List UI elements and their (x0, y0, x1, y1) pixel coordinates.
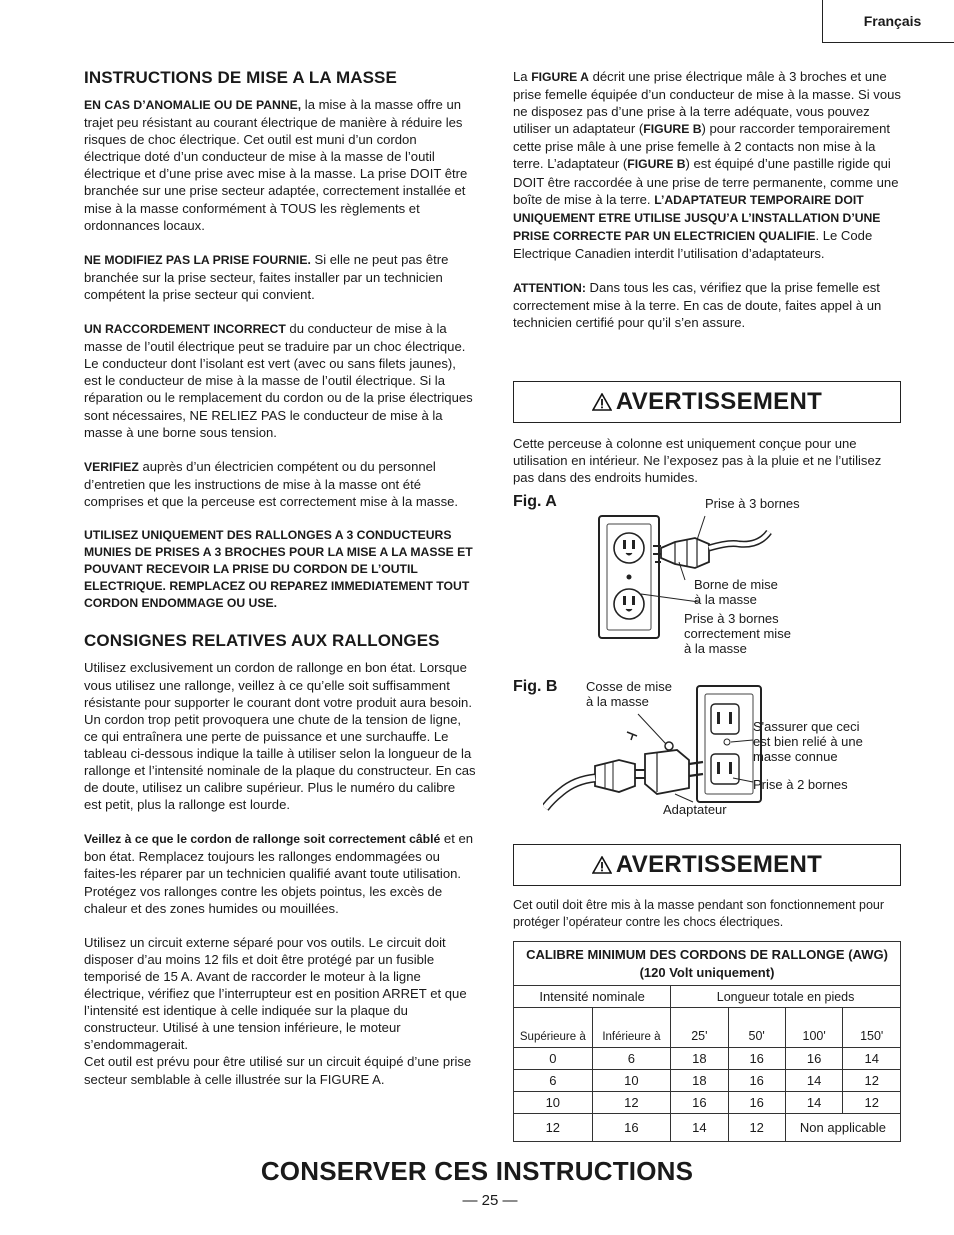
paragraph-lead: Veillez à ce que le cordon de rallonge soit correctement câblé (84, 832, 441, 847)
table-cell: 18 (671, 1070, 728, 1092)
table-cell: 16 (728, 1070, 785, 1092)
table-row (514, 1092, 901, 1114)
paragraph-text: du conducteur de mise à la masse de l’outil électrique peut se traduire par un choc électrique. Le conducteur dont l’isolant est vert (avec ou sans filets jaunes), est le conducteur de mise à la masse de l’outil électrique. Si la réparation ou le remplacement du cordon ou de la prise électriques sont nécessaires, NE RELIEZ PAS le conducteur de mise à la masse à une borne sous tension. (84, 321, 473, 440)
paragraph-incorrect-connection (84, 320, 476, 441)
language-tab (822, 0, 954, 43)
section-title-extension-cords: CONSIGNES RELATIVES AUX RALLONGES (84, 631, 440, 651)
table-cell: 14 (671, 1114, 728, 1142)
right-column (513, 68, 903, 351)
table-cell: 14 (785, 1092, 843, 1114)
table-cell: 18 (671, 1048, 728, 1070)
warning-text-indoor-use: Cette perceuse à colonne est uniquement conçue pour une utilisation en intérieur. Ne l’exposez pas à la pluie et ne l’utilisez pas dans des endroits humides. (513, 436, 882, 486)
table-cell: 6 (592, 1048, 671, 1070)
page-number: — 25 — (462, 1192, 518, 1209)
figure-b-label: Fig. B (513, 678, 558, 695)
table-row (514, 1070, 901, 1092)
paragraph-lead: VERIFIEZ (84, 459, 139, 474)
figure-b-note-ground-lug: Cosse de mise à la masse (586, 679, 672, 709)
table-header-row (514, 1008, 901, 1048)
paragraph-lead: EN CAS D’ANOMALIE OU DE PANNE, (84, 98, 302, 112)
figure-b-note-ensure-ground: S'assurer que ceci est bien relié à une masse connue (753, 719, 863, 764)
figure-a-note-ground-pin: Borne de mise à la masse (694, 577, 778, 607)
text-run: La (513, 69, 532, 84)
paragraph-text: Si elle ne peut pas être branchée sur la prise secteur, faites installer par un technicien compétent la prise secteur qui convient. (84, 251, 449, 302)
paragraph-use-3-wire-cords: UTILISEZ UNIQUEMENT DES RALLONGES A 3 CONDUCTEURS MUNIES DE PRISES A 3 BROCHES POUR LA MISE A LA MASSE ET POUVANT RECEVOIR LA PRISE DU CORDON DE L’OUTIL ELECTRIQUE. REMPLACEZ OU REPAREZ IMMEDIATEMENT TOUT CORDON ENDOMMAGE OU USE. (84, 527, 473, 611)
paragraph-lead: UN RACCORDEMENT INCORRECT (84, 322, 286, 337)
table-cell: 16 (785, 1048, 843, 1070)
footer-title: CONSERVER CES INSTRUCTIONS (260, 1156, 694, 1186)
paragraph-verify (84, 458, 476, 510)
warning-title: AVERTISSEMENT (615, 388, 823, 415)
table-col-header: Supérieure à (514, 1008, 593, 1048)
paragraph-text: auprès d’un électricien compétent ou du personnel d’entretien que les instructions de mise à la masse ont été comprises et que la perceuse est correctement mise à la masse. (84, 458, 459, 509)
section-title-grounding: INSTRUCTIONS DE MISE A LA MASSE (84, 68, 397, 87)
table-cell: 16 (671, 1092, 728, 1114)
figure-a-note-plug: Prise à 3 bornes (705, 496, 800, 511)
paragraph-do-not-modify (84, 251, 476, 303)
table-title (514, 942, 901, 986)
table-cell: 10 (592, 1070, 671, 1092)
paragraph-cord-wiring (84, 830, 476, 916)
table-cell: 6 (514, 1070, 593, 1092)
table-cell: 12 (514, 1114, 593, 1142)
figure-b-note-adapter: Adaptateur (663, 802, 727, 817)
paragraph-extension-cord-condition: Utilisez exclusivement un cordon de rallonge en bon état. Lorsque vous utilisez une rallonge, veillez à ce qu’elle soit suffisamment résistante pour supporter le courant dont votre produit aura besoin. Un cordon trop petit provoquera une chute de la tension de ligne, ce qui entraînera une perte de puissance et une surchauffe. Le tableau ci-dessous indique la taille à utiliser selon la longueur de la rallonge et l’intensité nominale de la plaque du constructeur. En cas de doute, utilisez un calibre supérieur. Plus le numéro du calibre est petit, plus la rallonge est lourde. (84, 660, 476, 813)
adapter-warning-caps: L’ADAPTATEUR TEMPORAIRE DOIT UNIQUEMENT ETRE UTILISE JUSQU’A L’INSTALLATION D’UNE PRISE CORRECTE PAR UN ELECTRICIEN QUALIFIE (513, 192, 881, 243)
paragraph-text: et en bon état. Remplacez toujours les rallonges endommagées ou faites-les réparer par un technicien qualifié avant toute utilisation. Protégez vos rallonges contre les objets pointus, les excès de chaleur et des zones humides ou mouillées. (84, 831, 474, 916)
figure-a-note-grounded-outlet: Prise à 3 bornes correctement mise à la masse (684, 611, 791, 656)
text-run: ) est équipé d’une pastille rigide qui DOIT être raccordée à une prise de terre permanente, comme une boîte de mise à la terre. (513, 156, 899, 207)
warning-box-grounding (513, 844, 901, 886)
figure-b-note-2-prong: Prise à 2 bornes (753, 777, 848, 792)
table-cell: 12 (843, 1092, 901, 1114)
table-row (514, 1114, 901, 1142)
table-cell-not-applicable: Non applicable (785, 1114, 900, 1142)
table-col-header: 150' (843, 1008, 901, 1048)
paragraph-attention (513, 279, 903, 331)
paragraph-separate-circuit: Utilisez un circuit externe séparé pour vos outils. Le circuit doit disposer d’au moins 12 fils et doit être protégé par un fusible temporisé de 15 A. Avant de raccorder le moteur à la ligne électrique, vérifiez que l’interrupteur est en position ARRET et que l’intensité est identique à celle indiquée sur la plaque du constructeur. Utilisé à une tension inférieure, le moteur s’endommagerait. (84, 934, 467, 1053)
figure-b-ref: FIGURE B (643, 122, 702, 137)
paragraph-lead: NE MODIFIEZ PAS LA PRISE FOURNIE. (84, 252, 311, 267)
table-col-header: 50' (728, 1008, 785, 1048)
left-column (84, 68, 476, 1088)
warning-text-grounding: Cet outil doit être mis à la masse pendant son fonctionnement pour protéger l’opérateur contre les chocs électriques. (513, 898, 885, 929)
figure-a-ref: FIGURE A (531, 70, 589, 84)
paragraph-figure-description (513, 68, 903, 262)
warning-title: AVERTISSEMENT (615, 851, 823, 878)
table-cell: 16 (728, 1048, 785, 1070)
table-title-line2: (120 Volt uniquement) (639, 964, 775, 980)
table-row (514, 1048, 901, 1070)
table-cell: 12 (592, 1092, 671, 1114)
text-run: . Le Code Electrique Canadien interdit l’utilisation d’adaptateurs. (513, 227, 873, 261)
table-col-header: 100' (785, 1008, 843, 1048)
table-col-header: 25' (671, 1008, 728, 1048)
table-cell: 14 (843, 1048, 901, 1070)
table-cell: 12 (843, 1070, 901, 1092)
figure-b (513, 674, 903, 824)
table-cell: 12 (728, 1114, 785, 1142)
table-cell: 10 (514, 1092, 593, 1114)
table-cell: 16 (728, 1092, 785, 1114)
table-cell: 14 (785, 1070, 843, 1092)
table-cell: 16 (592, 1114, 671, 1142)
warning-triangle-icon (592, 856, 612, 874)
figure-a-label: Fig. A (513, 493, 557, 510)
language-label: Français (863, 13, 922, 29)
warning-box-indoor-use (513, 381, 901, 423)
table-cell: 0 (514, 1048, 593, 1070)
warning-triangle-icon (592, 393, 612, 411)
extension-cord-gauge-table (513, 941, 901, 1142)
table-group-header-length: Longueur totale en pieds (671, 986, 901, 1008)
table-col-header: Inférieure à (592, 1008, 671, 1048)
figure-a (513, 490, 903, 660)
text-run: décrit une prise électrique mâle à 3 broches et une prise femelle équipée d’un conducteur de mise à la masse. Si vous ne disposez pas d’une prise à la terre adéquate, vous pouvez utiliser un adaptateur ( (513, 69, 901, 137)
paragraph-malfunction (84, 96, 476, 234)
paragraph-text: Dans tous les cas, vérifiez que la prise femelle est correctement mise à la terre. En cas de doute, faites appel à un technicien certifié pour qu’il s’en assure. (513, 280, 882, 331)
paragraph-text: la mise à la masse offre un trajet peu résistant au courant électrique de manière à réduire les risques de choc électrique. Cet outil est muni d’un cordon électrique doté d’un conducteur de mise à la masse de l’outil électrique et d’une prise avec mise à la masse. La prise DOIT être branchée sur une prise secteur adaptée, correctement installée et mise à la masse conformément à TOUS les règlements et ordonnances locaux. (84, 97, 468, 233)
table-group-header-amperage: Intensité nominale (514, 986, 671, 1008)
paragraph-lead: ATTENTION: (513, 281, 586, 296)
paragraph-circuit-outlet: Cet outil est prévu pour être utilisé sur un circuit équipé d’une prise secteur semblable à celle illustrée sur la FIGURE A. (84, 1054, 472, 1087)
text-run: ) pour raccorder temporairement cette prise mâle à une prise femelle à 2 contacts non mise à la terre. L’adaptateur ( (513, 121, 891, 172)
figure-b-ref: FIGURE B (627, 157, 686, 172)
table-title-line1: CALIBRE MINIMUM DES CORDONS DE RALLONGE (AWG) (526, 946, 888, 962)
